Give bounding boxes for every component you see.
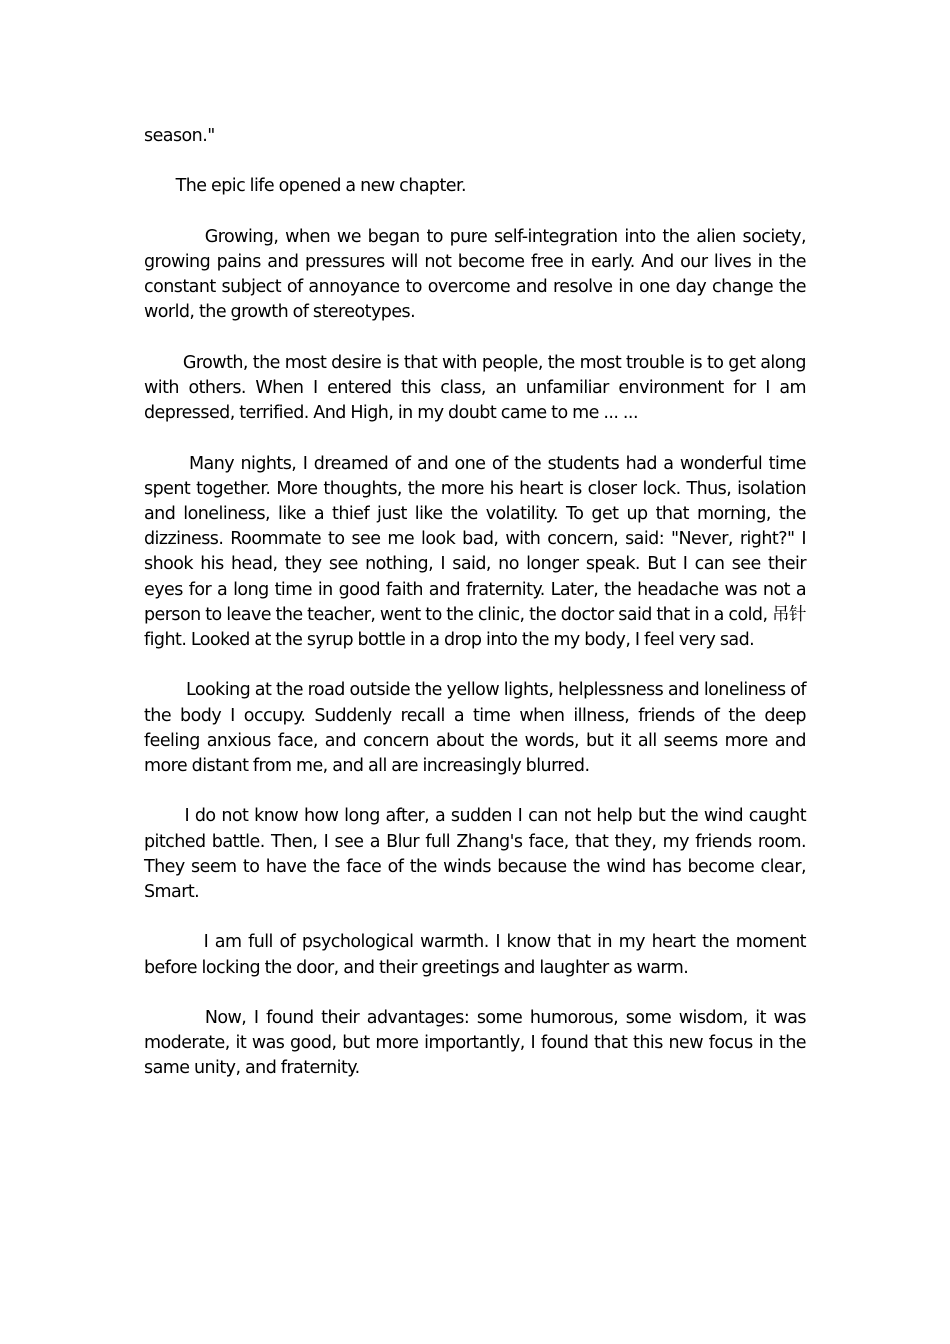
paragraph-warmth: I am full of psychological warmth. I know that in my heart the moment before locking the door, and their greetings and laughter as warm. [144,932,811,978]
paragraph-advantages: Now, I found their advantages: some humorous, some wisdom, it was moderate, it was good, but more importantly, I found that this new focus in the same unity, and fraternity. [144,1007,811,1079]
paragraph-how-long-after: I do not know how long after, a sudden I can not help but the wind caught pitched battle. Then, I see a Blur full Zhang's face, that they, my friends room. They seem to have the face of the winds because the wind has become clear, Smart. [144,806,811,902]
paragraph-new-chapter: The epic life opened a new chapter. [144,176,467,197]
paragraph-growing: Growing, when we began to pure self-integration into the alien society, growing pains and pressures will not become free in early. And our lives in the constant subject of annoyance to overcome and resolve in one day change the world, the growth of stereotypes. [144,226,811,323]
paragraph-season: season." [144,126,215,146]
body-text [144,124,811,1107]
paragraph-looking-road: Looking at the road outside the yellow lights, helplessness and loneliness of the body I occupy. Suddenly recall a time when illness, friends of the deep feeling anxious face, and concern about the words, but it all seems more and more distant from me, and all are increasingly blurred. [144,680,811,776]
paragraph-growth: Growth, the most desire is that with people, the most trouble is to get along with others. When I entered this class, an unfamiliar environment for I am depressed, terrified. And High, in my doubt came to me ... ... [144,352,811,424]
paragraph-many-nights: Many nights, I dreamed of and one of the students had a wonderful time spent together. More thoughts, the more his heart is closer lock. Thus, isolation and loneliness, like a thief just like the volatility. To get up that morning, the dizziness. Roommate to see me look bad, with concern, said: "Never, right?" I shook his head, they see nothing, I said, no longer speak. But I can see their eyes for a long time in good faith and fraternity. Later, the headache was not a person to leave the teacher, went to the clinic, the doctor said that in a cold, 吊针 fight. Looked at the syrup bottle in a drop into the my body, I feel very sad. [144,453,811,650]
